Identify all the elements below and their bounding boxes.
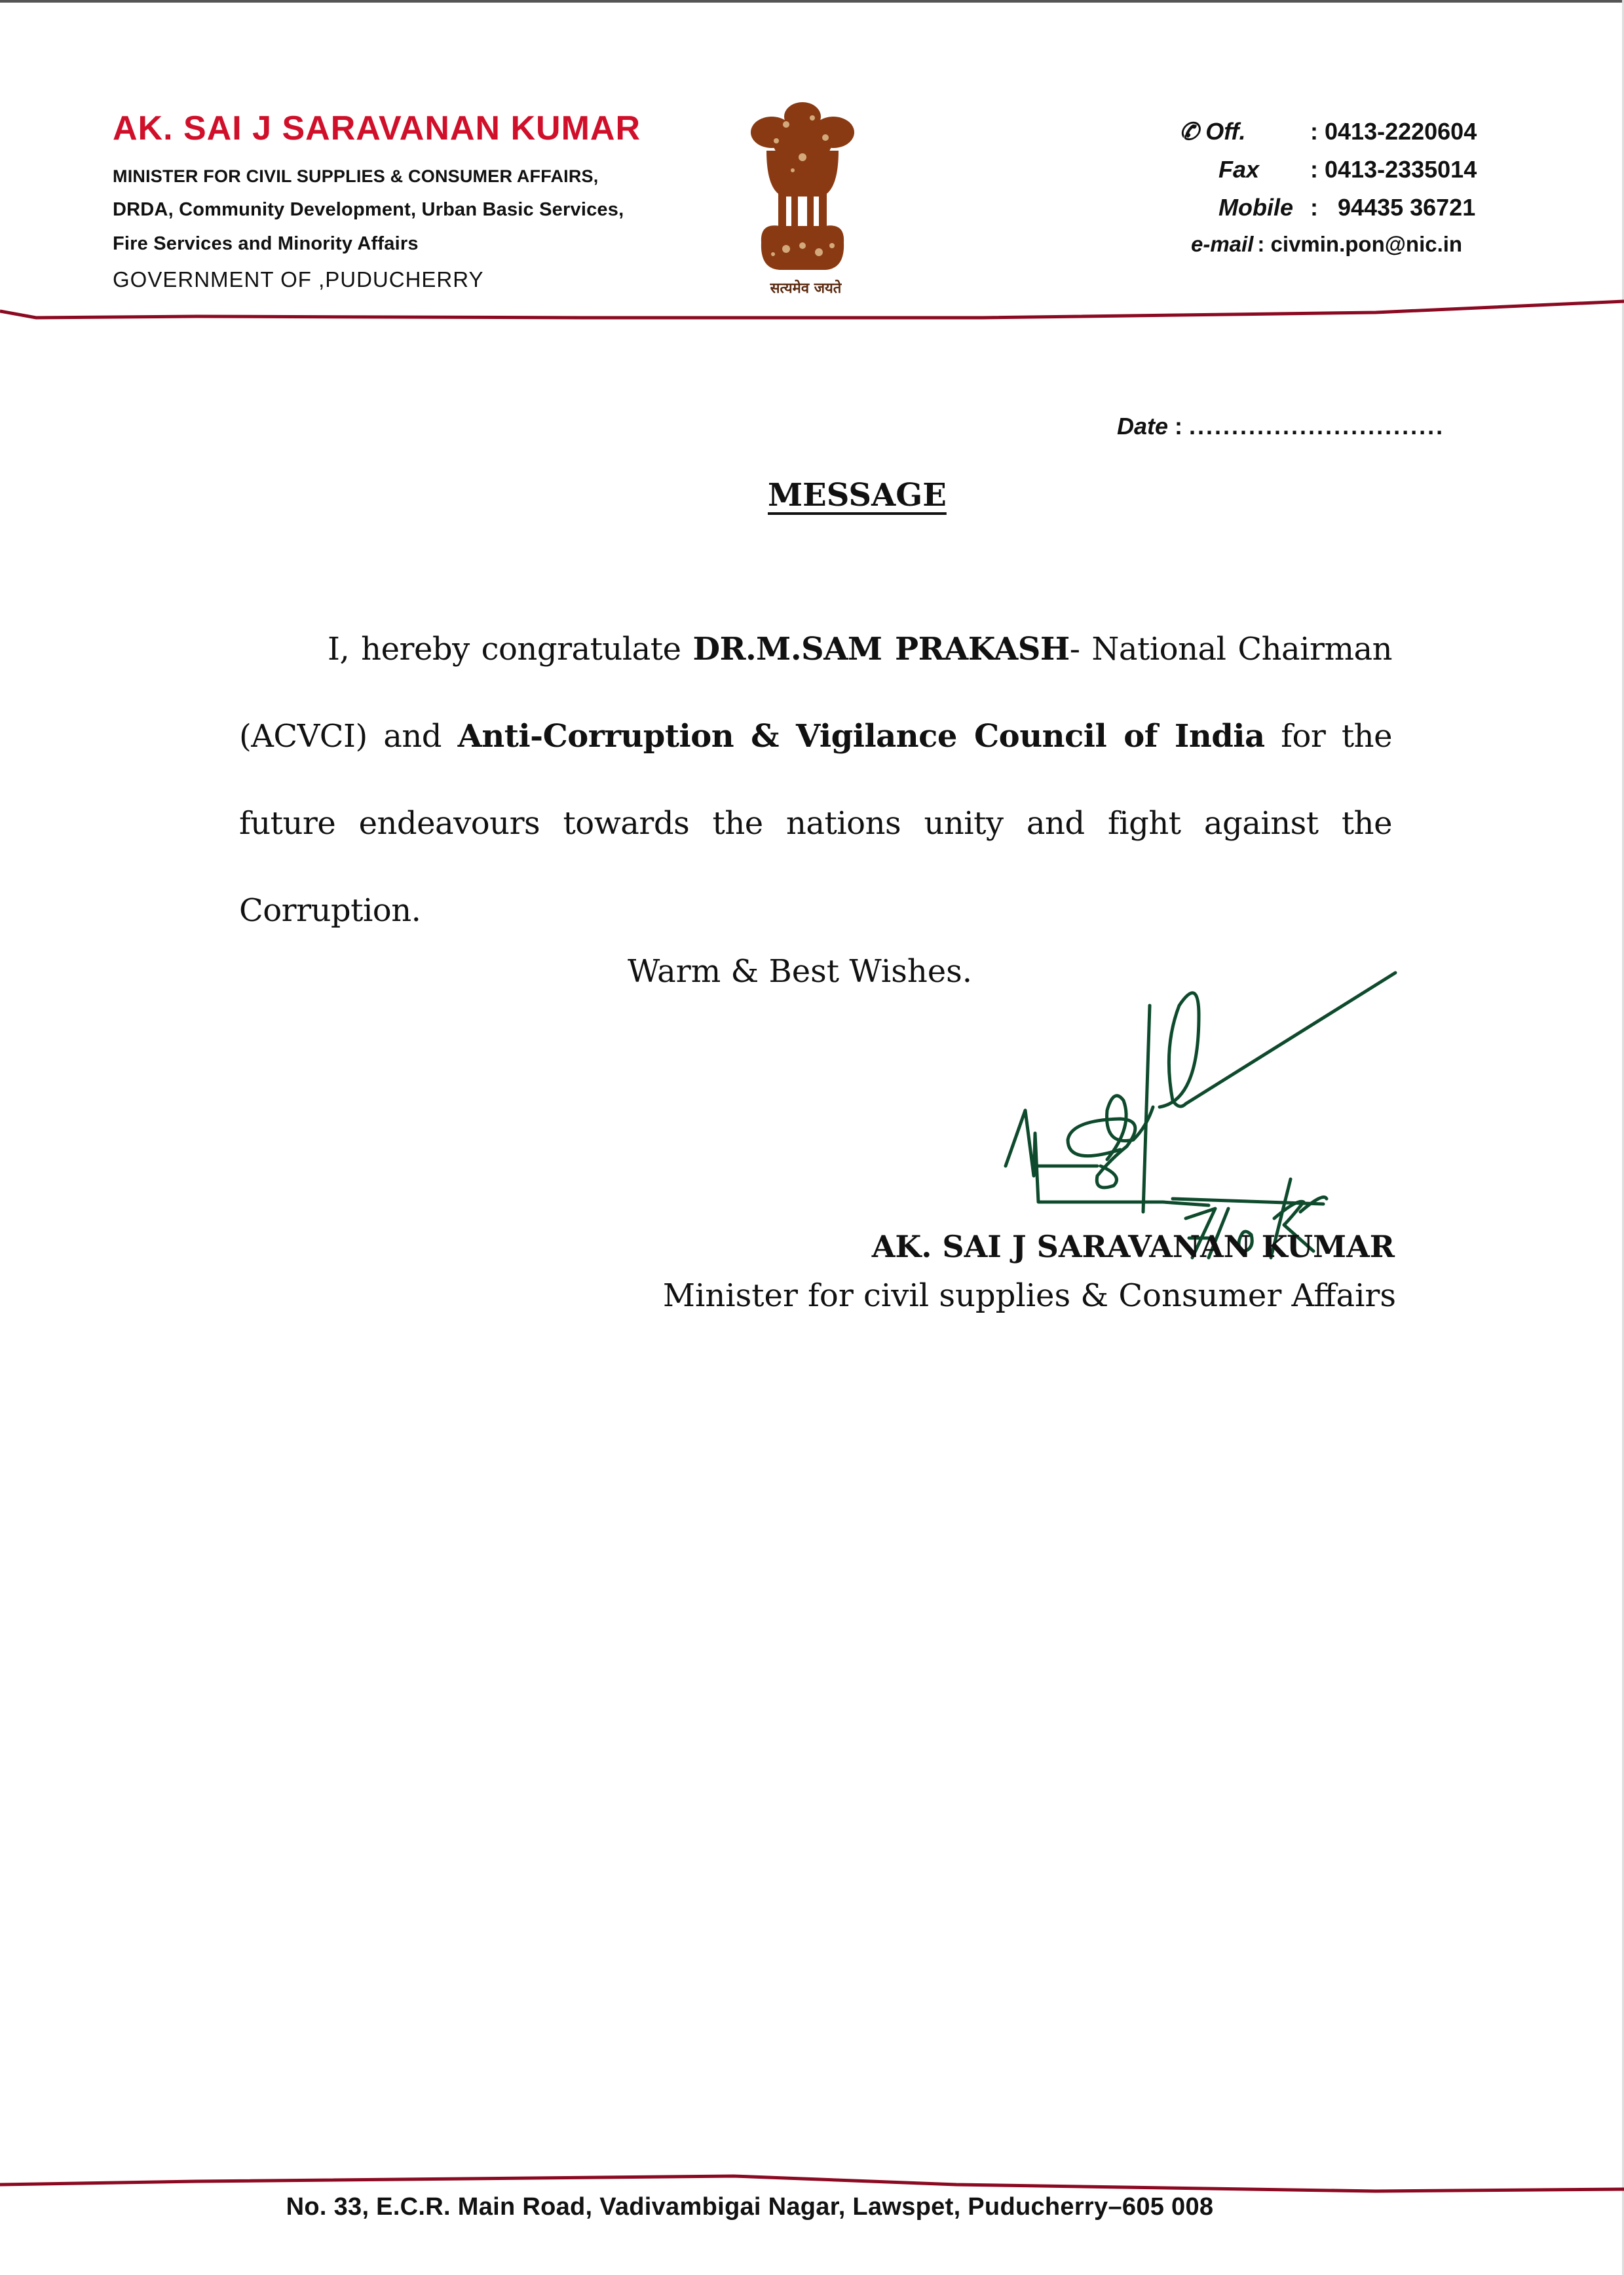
- phone-icon: ✆: [1179, 118, 1199, 145]
- contact-fax-label: Fax: [1218, 156, 1260, 183]
- contact-mobile-label: Mobile: [1218, 194, 1293, 221]
- minister-name-heading: AK. SAI J SARAVANAN KUMAR: [113, 109, 641, 147]
- date-blank: ..............................: [1189, 413, 1445, 440]
- honoree-name: DR.M.SAM PRAKASH: [692, 631, 1070, 667]
- contact-office-label: ✆ Off.: [1179, 118, 1246, 145]
- contact-email-value: : civmin.pon@nic.in: [1257, 232, 1463, 256]
- contact-mobile-value: : 94435 36721: [1310, 194, 1476, 221]
- contact-office-value: : 0413-2220604: [1310, 118, 1477, 145]
- government-label: GOVERNMENT OF ,PUDUCHERRY: [113, 267, 484, 291]
- contact-fax: [1179, 156, 1477, 194]
- contact-email: [1179, 232, 1477, 270]
- organization-name: Anti-Corruption & Vigilance Council of India: [457, 718, 1265, 755]
- contact-mobile: [1179, 194, 1477, 232]
- contact-fax-value: : 0413-2335014: [1310, 156, 1477, 183]
- contact-email-label: e-mail: [1191, 232, 1254, 256]
- closing-wishes: Warm & Best Wishes.: [628, 953, 973, 990]
- date-label: Date: [1117, 413, 1169, 440]
- contact-block: [1179, 118, 1477, 270]
- state-emblem-icon: [747, 92, 858, 295]
- message-paragraph: I, hereby congratulate DR.M.SAM PRAKASH- National Chairman (ACVCI) and Anti-Corruption & Vigilance Council of India for the future endeavours towards the nations unity and fight against the Corruption.: [239, 631, 1393, 929]
- letterhead-left: [113, 111, 641, 290]
- handwritten-signature-icon: [983, 950, 1507, 1277]
- contact-office-phone: [1179, 118, 1477, 156]
- message-title: MESSAGE: [768, 477, 947, 514]
- page-top-edge: [0, 0, 1624, 3]
- portfolio-line-2: DRDA, Community Development, Urban Basic Services,: [113, 199, 624, 220]
- portfolio-line-3: Fire Services and Minority Affairs: [113, 233, 419, 254]
- signatory-title: Minister for civil supplies & Consumer Affairs: [662, 1277, 1396, 1314]
- signatory-name: AK. SAI J SARAVANAN KUMAR: [871, 1229, 1395, 1264]
- footer-address: No. 33, E.C.R. Main Road, Vadivambigai Nagar, Lawspet, Puducherry–605 008: [286, 2193, 1214, 2221]
- date-field: Date : ..............................: [1117, 413, 1445, 440]
- header-divider-rule: [0, 298, 1624, 337]
- portfolio-line-1: MINISTER FOR CIVIL SUPPLIES & CONSUMER AFFAIRS,: [113, 166, 599, 186]
- emblem-motto: सत्यमेव जयते: [770, 280, 842, 297]
